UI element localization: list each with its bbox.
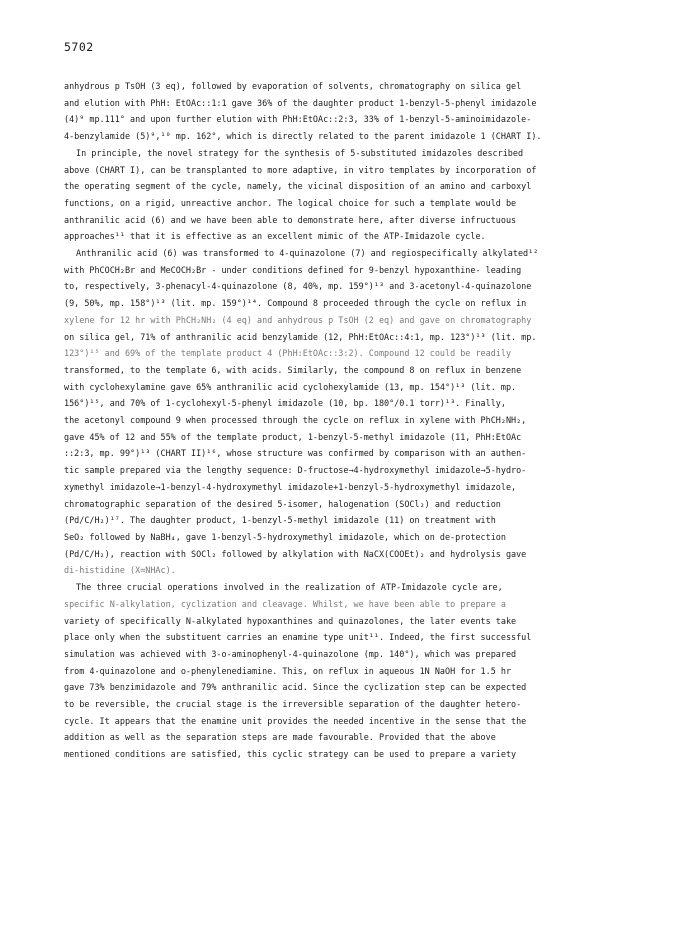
text-line: above (CHART I), can be transplanted to more adaptive, in vitro templates by incorporation of [64, 164, 537, 175]
text-line: SeO₂ followed by NaBH₄, gave 1-benzyl-5-hydroxymethyl imidazole, which on de-protection [64, 531, 506, 542]
text-line: place only when the substituent carries an enamine type unit¹¹. Indeed, the first successful [64, 632, 532, 643]
text-line: the operating segment of the cycle, namely, the vicinal disposition of an amino and carboxyl [64, 181, 532, 192]
text-line: with cyclohexylamine gave 65% anthranilic acid cyclohexylamide (13, mp. 154°)¹³ (lit. mp. [64, 381, 517, 392]
text-line: from 4-quinazolone and o-phenylenediamine. This, on reflux in aqueous 1N NaOH for 1.5 hr [64, 665, 512, 676]
text-line: anhydrous p TsOH (3 eq), followed by evaporation of solvents, chromatography on silica gel [64, 81, 522, 91]
text-line: mentioned conditions are satisfied, this cyclic strategy can be used to prepare a variety [64, 749, 517, 760]
text-line: 4-benzylamide (5)⁹,¹⁰ mp. 162°, which is directly related to the parent imidazole 1 (CHART I). [64, 131, 542, 142]
text-line: 123°)¹⁵ and 69% of the template product 4 (PhH:EtOAc::3:2). Compound 12 could be readily [64, 348, 512, 359]
text-line: with PhCOCH₂Br and MeCOCH₂Br - under conditions defined for 9-benzyl hypoxanthine- leading [64, 264, 522, 275]
text-line: (4)⁹ mp.111° and upon further elution with PhH:EtOAc::2:3, 33% of 1-benzyl-5-aminoimidazole- [64, 114, 532, 125]
text-line: (Pd/C/H₂), reaction with SOCl₂ followed by alkylation with NaCX(COOEt)₂ and hydrolysis gave [64, 548, 527, 559]
text-line: The three crucial operations involved in the realization of ATP-Imidazole cycle are, [76, 582, 503, 593]
text-line: chromatographic separation of the desired 5-isomer, halogenation (SOCl₂) and reduction [64, 498, 501, 509]
text-line: to be reversible, the crucial stage is the irreversible separation of the daughter hetero- [64, 699, 522, 710]
text-line: approaches¹¹ that it is effective as an excellent mimic of the ATP-Imidazole cycle. [64, 231, 486, 242]
text-line: 156°)¹⁵, and 70% of 1-cyclohexyl-5-phenyl imidazole (10, bp. 180°/0.1 torr)¹³. Finally, [64, 398, 506, 409]
text-line: xylene for 12 hr with PhCH₂NH₂ (4 eq) and anhydrous p TsOH (2 eq) and gave on chromatography [64, 314, 532, 325]
text-line: and elution with PhH: EtOAc::1:1 gave 36% of the daughter product 1-benzyl-5-phenyl imidazole [64, 97, 537, 108]
body-text [64, 78, 639, 763]
text-line: (Pd/C/H₂)¹⁷. The daughter product, 1-benzyl-5-methyl imidazole (11) on treatment with [64, 515, 496, 526]
text-line: addition as well as the separation steps are made favourable. Provided that the above [64, 732, 496, 743]
page-number: 5702 [64, 40, 94, 54]
text-line: di-histidine (X=NHAc). [64, 565, 176, 576]
text-line: tic sample prepared via the lengthy sequence: D-fructose→4-hydroxymethyl imidazole→5-hydro- [64, 465, 527, 476]
text-line: In principle, the novel strategy for the synthesis of 5-substituted imidazoles described [76, 147, 524, 158]
text-line: to, respectively, 3-phenacyl-4-quinazolone (8, 40%, mp. 159°)¹³ and 3-acetonyl-4-quinazolone [64, 281, 532, 292]
text-line: Anthranilic acid (6) was transformed to 4-quinazolone (7) and regiospecifically alkylated¹² [76, 248, 539, 259]
text-line: the acetonyl compound 9 when processed through the cycle on reflux in xylene with PhCH₂NH₂, [64, 415, 527, 426]
text-line: (9, 50%, mp. 158°)¹³ (lit. mp. 159°)¹⁴. Compound 8 proceeded through the cycle on reflux in [64, 298, 527, 309]
text-line: on silica gel, 71% of anthranilic acid benzylamide (12, PhH:EtOAc::4:1, mp. 123°)¹³ (lit. mp. [64, 331, 537, 342]
text-line: gave 45% of 12 and 55% of the template product, 1-benzyl-5-methyl imidazole (11, PhH:EtOAc [64, 431, 522, 442]
text-line: simulation was achieved with 3-o-aminophenyl-4-quinazolone (mp. 140°), which was prepared [64, 648, 517, 659]
text-line: gave 73% benzimidazole and 79% anthranilic acid. Since the cyclization step can be expected [64, 682, 527, 693]
text-line: variety of specifically N-alkylated hypoxanthines and quinazolones, the later events take [64, 615, 517, 626]
text-line: functions, on a rigid, unreactive anchor. The logical choice for such a template would be [64, 197, 517, 208]
text-line: anthranilic acid (6) and we have been able to demonstrate here, after diverse infructuous [64, 214, 517, 225]
text-line: ::2:3, mp. 99°)¹³ (CHART II)¹⁶, whose structure was confirmed by comparison with an authen- [64, 448, 527, 459]
text-line: transformed, to the template 6, with acids. Similarly, the compound 8 on reflux in benzene [64, 364, 522, 375]
text-line: specific N-alkylation, cyclization and cleavage. Whilst, we have been able to prepare a [64, 598, 506, 609]
text-line: xymethyl imidazole→1-benzyl-4-hydroxymethyl imidazole+1-benzyl-5-hydroxymethyl imidazole, [64, 481, 517, 492]
text-line: cycle. It appears that the enamine unit provides the needed incentive in the sense that the [64, 715, 527, 726]
